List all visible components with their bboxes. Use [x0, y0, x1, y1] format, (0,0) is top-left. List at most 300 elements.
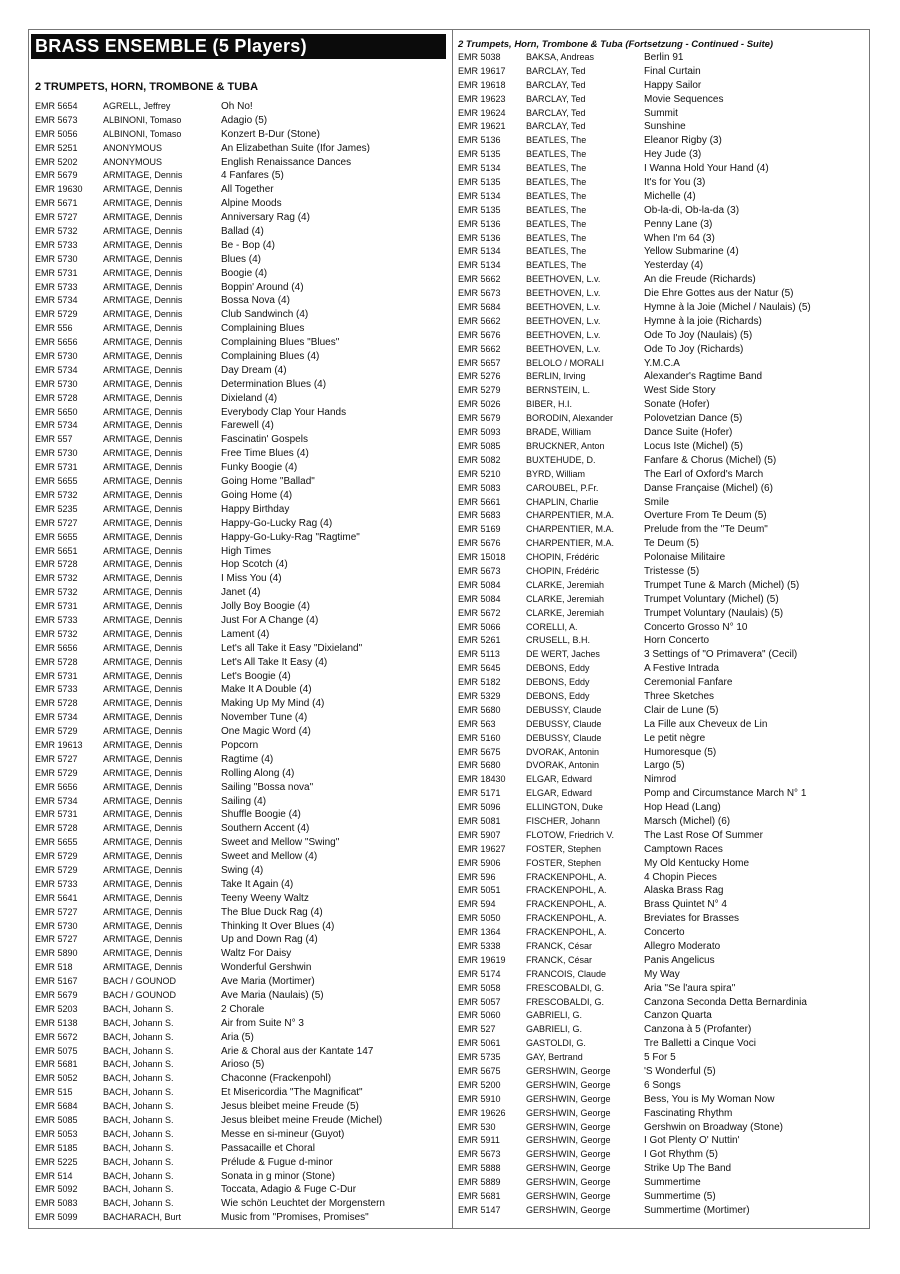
catalog-number: EMR 5728 [35, 698, 78, 709]
catalog-entry [458, 51, 868, 65]
piece-title: English Renaissance Dances [221, 156, 352, 168]
catalog-number: EMR 5279 [458, 385, 501, 396]
catalog-entry [458, 315, 868, 329]
piece-title: Aria (5) [221, 1031, 254, 1043]
catalog-number: EMR 5276 [458, 371, 501, 382]
catalog-number: EMR 5096 [458, 802, 501, 813]
piece-title: Sunshine [644, 121, 686, 133]
composer-name: GASTOLDI, G. [526, 1038, 586, 1049]
piece-title: Let's Boogie (4) [221, 670, 291, 682]
catalog-number: EMR 5174 [458, 968, 501, 979]
piece-title: Complaining Blues (4) [221, 351, 320, 363]
catalog-entry [458, 732, 868, 746]
piece-title: Going Home (4) [221, 489, 293, 501]
catalog-number: EMR 5680 [458, 760, 501, 771]
composer-name: BACH, Johann S. [103, 1115, 174, 1126]
composer-name: BACH, Johann S. [103, 1142, 174, 1153]
catalog-number: EMR 5084 [458, 579, 501, 590]
piece-title: Club Sandwinch (4) [221, 309, 309, 321]
catalog-entry [458, 523, 868, 537]
composer-name: ARMITAGE, Dennis [103, 309, 183, 320]
catalog-number: EMR 5135 [458, 177, 501, 188]
catalog-entry [35, 211, 447, 225]
composer-name: FRACKENPOHL, A. [526, 899, 607, 910]
piece-title: Summertime [644, 1177, 701, 1189]
catalog-entry [458, 1121, 868, 1135]
catalog-entry [458, 176, 868, 190]
piece-title: Fascinating Rhythm [644, 1107, 733, 1119]
catalog-number: EMR 5731 [35, 670, 78, 681]
piece-title: Adagio (5) [221, 114, 268, 126]
composer-name: CRUSELL, B.H. [526, 635, 591, 646]
catalog-number: EMR 5134 [458, 163, 501, 174]
catalog-entry [458, 496, 868, 510]
catalog-entry [458, 565, 868, 579]
composer-name: CHOPIN, Frédéric [526, 552, 600, 563]
catalog-number: EMR 5729 [35, 864, 78, 875]
piece-title: Up and Down Rag (4) [221, 934, 318, 946]
catalog-number: EMR 5727 [35, 906, 78, 917]
piece-title: Concerto Grosso N° 10 [644, 621, 748, 633]
composer-name: ARMITAGE, Dennis [103, 712, 183, 723]
composer-name: BEATLES, The [526, 204, 587, 215]
catalog-entry [35, 1031, 447, 1045]
catalog-entry [458, 857, 868, 871]
catalog-entry [458, 218, 868, 232]
catalog-entry [35, 1128, 447, 1142]
catalog-entry [458, 621, 868, 635]
catalog-entry [35, 753, 447, 767]
catalog-entry [458, 301, 868, 315]
piece-title: Konzert B-Dur (Stone) [221, 128, 320, 140]
catalog-number: EMR 5679 [458, 413, 501, 424]
catalog-entry [458, 871, 868, 885]
composer-name: FRANCOIS, Claude [526, 968, 607, 979]
catalog-number: EMR 5081 [458, 815, 501, 826]
piece-title: Teeny Weeny Waltz [221, 892, 309, 904]
composer-name: ARMITAGE, Dennis [103, 587, 183, 598]
composer-name: GERSHWIN, George [526, 1107, 611, 1118]
left-catalog-list [35, 100, 447, 1225]
catalog-number: EMR 5235 [35, 503, 78, 514]
piece-title: Michelle (4) [644, 190, 696, 202]
catalog-entry [35, 1170, 447, 1184]
piece-title: Humoresque (5) [644, 746, 717, 758]
piece-title: Popcorn [221, 739, 259, 751]
catalog-entry [458, 1190, 868, 1204]
composer-name: BACH, Johann S. [103, 1059, 174, 1070]
composer-name: ARMITAGE, Dennis [103, 531, 183, 542]
composer-name: BACH, Johann S. [103, 1101, 174, 1112]
piece-title: Three Sketches [644, 690, 715, 702]
piece-title: Brass Quintet N° 4 [644, 899, 727, 911]
piece-title: Ode To Joy (Naulais) (5) [644, 329, 753, 341]
composer-name: ARMITAGE, Dennis [103, 337, 183, 348]
catalog-number: EMR 5730 [35, 920, 78, 931]
composer-name: ARMITAGE, Dennis [103, 823, 183, 834]
catalog-entry [35, 711, 447, 725]
piece-title: Everybody Clap Your Hands [221, 406, 347, 418]
catalog-entry [35, 920, 447, 934]
catalog-entry [35, 906, 447, 920]
catalog-entry [35, 767, 447, 781]
catalog-number: EMR 5138 [35, 1017, 78, 1028]
piece-title: A Festive Intrada [644, 663, 720, 675]
catalog-number: EMR 5655 [35, 476, 78, 487]
catalog-entry [458, 634, 868, 648]
piece-title: Canzona à 5 (Profanter) [644, 1024, 752, 1036]
composer-name: ARMITAGE, Dennis [103, 434, 183, 445]
composer-name: BEATLES, The [526, 135, 587, 146]
piece-title: Lament (4) [221, 628, 270, 640]
catalog-entry [458, 1162, 868, 1176]
piece-title: Air from Suite N° 3 [221, 1017, 304, 1029]
catalog-entry [35, 892, 447, 906]
composer-name: ARMITAGE, Dennis [103, 253, 183, 264]
catalog-entry [35, 739, 447, 753]
catalog-entry [458, 1051, 868, 1065]
catalog-number: EMR 5732 [35, 226, 78, 237]
catalog-entry [458, 773, 868, 787]
catalog-entry [458, 1148, 868, 1162]
piece-title: Complaining Blues [221, 323, 305, 335]
piece-title: Smile [644, 496, 670, 508]
catalog-entry [35, 1183, 447, 1197]
catalog-number: EMR 5169 [458, 524, 501, 535]
piece-title: High Times [221, 545, 272, 557]
catalog-number: EMR 5906 [458, 857, 501, 868]
composer-name: DVORAK, Antonin [526, 760, 600, 771]
piece-title: Y.M.C.A [644, 357, 680, 369]
composer-name: GERSHWIN, George [526, 1135, 611, 1146]
piece-title: Canzon Quarta [644, 1010, 712, 1022]
composer-name: ARMITAGE, Dennis [103, 698, 183, 709]
composer-name: ARMITAGE, Dennis [103, 184, 183, 195]
catalog-entry [35, 392, 447, 406]
piece-title: Berlin 91 [644, 52, 684, 63]
catalog-number: EMR 5889 [458, 1177, 501, 1188]
catalog-entry [35, 322, 447, 336]
piece-title: Ob-la-di, Ob-la-da (3) [644, 204, 740, 216]
composer-name: BARCLAY, Ted [526, 93, 586, 104]
composer-name: BUXTEHUDE, D. [526, 454, 596, 465]
composer-name: ARMITAGE, Dennis [103, 323, 183, 334]
catalog-entry [35, 156, 447, 170]
catalog-number: EMR 5657 [458, 357, 501, 368]
piece-title: Clair de Lune (5) [644, 704, 719, 716]
piece-title: Tre Balletti a Cinque Voci [644, 1038, 756, 1050]
composer-name: ARMITAGE, Dennis [103, 489, 183, 500]
catalog-entry [458, 343, 868, 357]
composer-name: FRESCOBALDI, G. [526, 982, 605, 993]
composer-name: ARMITAGE, Dennis [103, 503, 183, 514]
catalog-number: EMR 5683 [458, 510, 501, 521]
catalog-entry [458, 926, 868, 940]
catalog-number: EMR 5053 [35, 1128, 78, 1139]
piece-title: 5 For 5 [644, 1052, 676, 1064]
catalog-entry [35, 933, 447, 947]
composer-name: CORELLI, A. [526, 621, 578, 632]
piece-title: Et Misericordia "The Magnificat" [221, 1087, 363, 1099]
piece-title: Breviates for Brasses [644, 913, 740, 925]
catalog-entry [458, 607, 868, 621]
piece-title: When I'm 64 (3) [644, 232, 715, 244]
catalog-number: EMR 5082 [458, 454, 501, 465]
composer-name: BACH, Johann S. [103, 1045, 174, 1056]
catalog-entry [35, 419, 447, 433]
composer-name: CAROUBEL, P.Fr. [526, 482, 599, 493]
catalog-entry [35, 503, 447, 517]
catalog-number: EMR 5099 [35, 1212, 78, 1223]
composer-name: ANONYMOUS [103, 156, 163, 167]
catalog-entry [458, 162, 868, 176]
piece-title: Swing (4) [221, 864, 264, 876]
catalog-entry [458, 884, 868, 898]
catalog-entry [458, 412, 868, 426]
catalog-entry [458, 65, 868, 79]
catalog-entry [458, 287, 868, 301]
catalog-entry [35, 1072, 447, 1086]
catalog-number: EMR 514 [35, 1170, 73, 1181]
piece-title: Concerto [644, 927, 685, 939]
catalog-number: EMR 5679 [35, 170, 78, 181]
catalog-number: EMR 5655 [35, 837, 78, 848]
composer-name: DEBUSSY, Claude [526, 704, 602, 715]
piece-title: Largo (5) [644, 760, 685, 772]
catalog-entry [458, 537, 868, 551]
catalog-entry [35, 239, 447, 253]
composer-name: ELLINGTON, Duke [526, 802, 603, 813]
piece-title: Farewell (4) [221, 420, 274, 432]
piece-title: Alaska Brass Rag [644, 885, 724, 897]
catalog-entry [35, 864, 447, 878]
catalog-number: EMR 5684 [35, 1101, 78, 1112]
catalog-number: EMR 5888 [458, 1163, 501, 1174]
piece-title: Te Deum (5) [644, 538, 700, 550]
composer-name: BACH, Johann S. [103, 1087, 174, 1098]
composer-name: ARMITAGE, Dennis [103, 559, 183, 570]
catalog-entry [35, 614, 447, 628]
instrumentation-heading: 2 TRUMPETS, HORN, TROMBONE & TUBA [35, 81, 259, 93]
composer-name: ARMITAGE, Dennis [103, 781, 183, 792]
composer-name: GAY, Bertrand [526, 1052, 583, 1063]
catalog-entry [35, 100, 447, 114]
catalog-number: EMR 5730 [35, 448, 78, 459]
catalog-number: EMR 5171 [458, 788, 501, 799]
piece-title: Passacaille et Choral [221, 1142, 315, 1154]
piece-title: Ave Maria (Naulais) (5) [221, 990, 324, 1001]
composer-name: FRACKENPOHL, A. [526, 885, 607, 896]
catalog-number: EMR 5066 [458, 621, 501, 632]
catalog-number: EMR 5060 [458, 1010, 501, 1021]
section-banner: BRASS ENSEMBLE (5 Players) [31, 34, 446, 59]
catalog-entry [35, 197, 447, 211]
catalog-number: EMR 5907 [458, 829, 501, 840]
catalog-number: EMR 5676 [458, 538, 501, 549]
piece-title: Sonate (Hofer) [644, 399, 710, 411]
composer-name: ARMITAGE, Dennis [103, 948, 183, 959]
piece-title: Thinking It Over Blues (4) [221, 920, 335, 932]
catalog-entry [35, 781, 447, 795]
composer-name: ALBINONI, Tomaso [103, 114, 182, 125]
composer-name: ARMITAGE, Dennis [103, 864, 183, 875]
catalog-number: EMR 5056 [35, 128, 78, 139]
composer-name: GABRIELI, G. [526, 1010, 583, 1021]
composer-name: ARMITAGE, Dennis [103, 892, 183, 903]
piece-title: Determination Blues (4) [221, 378, 327, 390]
composer-name: ARMITAGE, Dennis [103, 878, 183, 889]
catalog-number: EMR 19630 [35, 184, 83, 195]
piece-title: Waltz For Daisy [221, 948, 292, 960]
catalog-entry [458, 245, 868, 259]
catalog-entry [458, 759, 868, 773]
continued-heading: 2 Trumpets, Horn, Trombone & Tuba (Fortsetzung - Continued - Suite) [458, 39, 774, 50]
catalog-entry [35, 1045, 447, 1059]
piece-title: Sailing (4) [221, 795, 267, 807]
catalog-number: EMR 5136 [458, 218, 501, 229]
catalog-number: EMR 5672 [35, 1031, 78, 1042]
catalog-number: EMR 5083 [458, 482, 501, 493]
catalog-entry [35, 628, 447, 642]
piece-title: Let's All Take It Easy (4) [221, 656, 328, 668]
composer-name: BEETHOVEN, L.v. [526, 302, 601, 313]
catalog-number: EMR 5092 [35, 1184, 78, 1195]
catalog-entry [458, 801, 868, 815]
catalog-number: EMR 5735 [458, 1052, 501, 1063]
catalog-entry [458, 1176, 868, 1190]
composer-name: ELGAR, Edward [526, 788, 593, 799]
piece-title: Arioso (5) [221, 1059, 265, 1071]
catalog-number: EMR 5675 [458, 746, 501, 757]
piece-title: Happy-Go-Luky-Rag "Ragtime" [221, 531, 360, 543]
composer-name: ARMITAGE, Dennis [103, 795, 183, 806]
piece-title: Making Up My Mind (4) [221, 698, 325, 710]
catalog-entry [458, 384, 868, 398]
piece-title: 4 Chopin Pieces [644, 871, 717, 883]
composer-name: BEATLES, The [526, 246, 587, 257]
composer-name: ARMITAGE, Dennis [103, 545, 183, 556]
catalog-number: EMR 5728 [35, 656, 78, 667]
catalog-number: EMR 5911 [458, 1135, 500, 1146]
catalog-number: EMR 5662 [458, 343, 501, 354]
catalog-number: EMR 5052 [35, 1073, 78, 1084]
composer-name: BACH, Johann S. [103, 1184, 174, 1195]
composer-name: DEBUSSY, Claude [526, 732, 602, 743]
catalog-number: EMR 5734 [35, 420, 78, 431]
composer-name: ARMITAGE, Dennis [103, 656, 183, 667]
catalog-number: EMR 557 [35, 434, 73, 445]
catalog-entry [458, 93, 868, 107]
composer-name: ARMITAGE, Dennis [103, 462, 183, 473]
catalog-number: EMR 5730 [35, 378, 78, 389]
piece-title: Ode To Joy (Richards) [644, 343, 744, 355]
composer-name: GERSHWIN, George [526, 1121, 611, 1132]
composer-name: ARMITAGE, Dennis [103, 739, 183, 750]
piece-title: Be - Bop (4) [221, 239, 275, 251]
composer-name: BRADE, William [526, 427, 592, 438]
piece-title: Ragtime (4) [221, 753, 274, 765]
composer-name: GERSHWIN, George [526, 1204, 611, 1215]
catalog-entry [458, 148, 868, 162]
catalog-number: EMR 5681 [458, 1191, 501, 1202]
catalog-number: EMR 5136 [458, 232, 501, 243]
catalog-number: EMR 5727 [35, 212, 78, 223]
catalog-number: EMR 527 [458, 1024, 496, 1035]
catalog-entry [458, 593, 868, 607]
catalog-entry [35, 545, 447, 559]
catalog-number: EMR 5673 [458, 565, 501, 576]
piece-title: Southern Accent (4) [221, 823, 310, 835]
composer-name: AGRELL, Jeffrey [103, 101, 171, 111]
catalog-number: EMR 5147 [458, 1204, 501, 1215]
composer-name: ALBINONI, Tomaso [103, 128, 182, 139]
composer-name: BACH / GOUNOD [103, 976, 177, 987]
catalog-entry [35, 808, 447, 822]
catalog-number: EMR 5061 [458, 1038, 501, 1049]
catalog-number: EMR 5085 [458, 440, 501, 451]
piece-title: Happy-Go-Lucky Rag (4) [221, 517, 333, 529]
piece-title: Janet (4) [221, 587, 261, 599]
catalog-entry [35, 822, 447, 836]
catalog-number: EMR 5160 [458, 732, 501, 743]
piece-title: I Got Rhythm (5) [644, 1149, 718, 1161]
catalog-number: EMR 5676 [458, 329, 501, 340]
piece-title: Complaining Blues "Blues" [221, 337, 340, 349]
composer-name: FRESCOBALDI, G. [526, 996, 605, 1007]
catalog-number: EMR 5728 [35, 823, 78, 834]
piece-title: Danse Française (Michel) (6) [644, 482, 773, 494]
catalog-entry [35, 683, 447, 697]
catalog-number: EMR 5733 [35, 614, 78, 625]
catalog-number: EMR 5890 [35, 948, 78, 959]
catalog-entry [35, 142, 447, 156]
catalog-number: EMR 5134 [458, 190, 501, 201]
catalog-number: EMR 5732 [35, 628, 78, 639]
piece-title: Final Curtain [644, 65, 701, 77]
catalog-number: EMR 5210 [458, 468, 501, 479]
catalog-number: EMR 5661 [458, 496, 501, 507]
catalog-entry [458, 954, 868, 968]
composer-name: BEATLES, The [526, 149, 587, 160]
piece-title: West Side Story [644, 385, 716, 397]
catalog-entry [458, 426, 868, 440]
composer-name: CHOPIN, Frédéric [526, 565, 600, 576]
composer-name: GABRIELI, G. [526, 1024, 583, 1035]
piece-title: Camptown Races [644, 843, 723, 855]
piece-title: Ave Maria (Mortimer) [221, 976, 315, 988]
composer-name: BACH, Johann S. [103, 1031, 174, 1042]
catalog-number: EMR 19621 [458, 121, 506, 132]
piece-title: Overture From Te Deum (5) [644, 510, 767, 522]
catalog-entry [35, 961, 447, 975]
catalog-number: EMR 518 [35, 962, 73, 973]
piece-title: Penny Lane (3) [644, 218, 713, 230]
catalog-number: EMR 5038 [458, 52, 501, 62]
catalog-number: EMR 5673 [35, 114, 78, 125]
catalog-number: EMR 5225 [35, 1156, 78, 1167]
piece-title: Boogie (4) [221, 267, 268, 279]
piece-title: Trumpet Tune & March (Michel) (5) [644, 579, 800, 591]
catalog-number: EMR 5261 [458, 635, 501, 646]
catalog-number: EMR 5026 [458, 399, 501, 410]
catalog-entry [35, 461, 447, 475]
catalog-number: EMR 5731 [35, 267, 78, 278]
piece-title: Sweet and Mellow (4) [221, 851, 318, 863]
piece-title: The Earl of Oxford's March [644, 468, 764, 480]
piece-title: Movie Sequences [644, 93, 724, 105]
piece-title: Let's all Take it Easy "Dixieland" [221, 642, 363, 654]
catalog-entry [35, 670, 447, 684]
